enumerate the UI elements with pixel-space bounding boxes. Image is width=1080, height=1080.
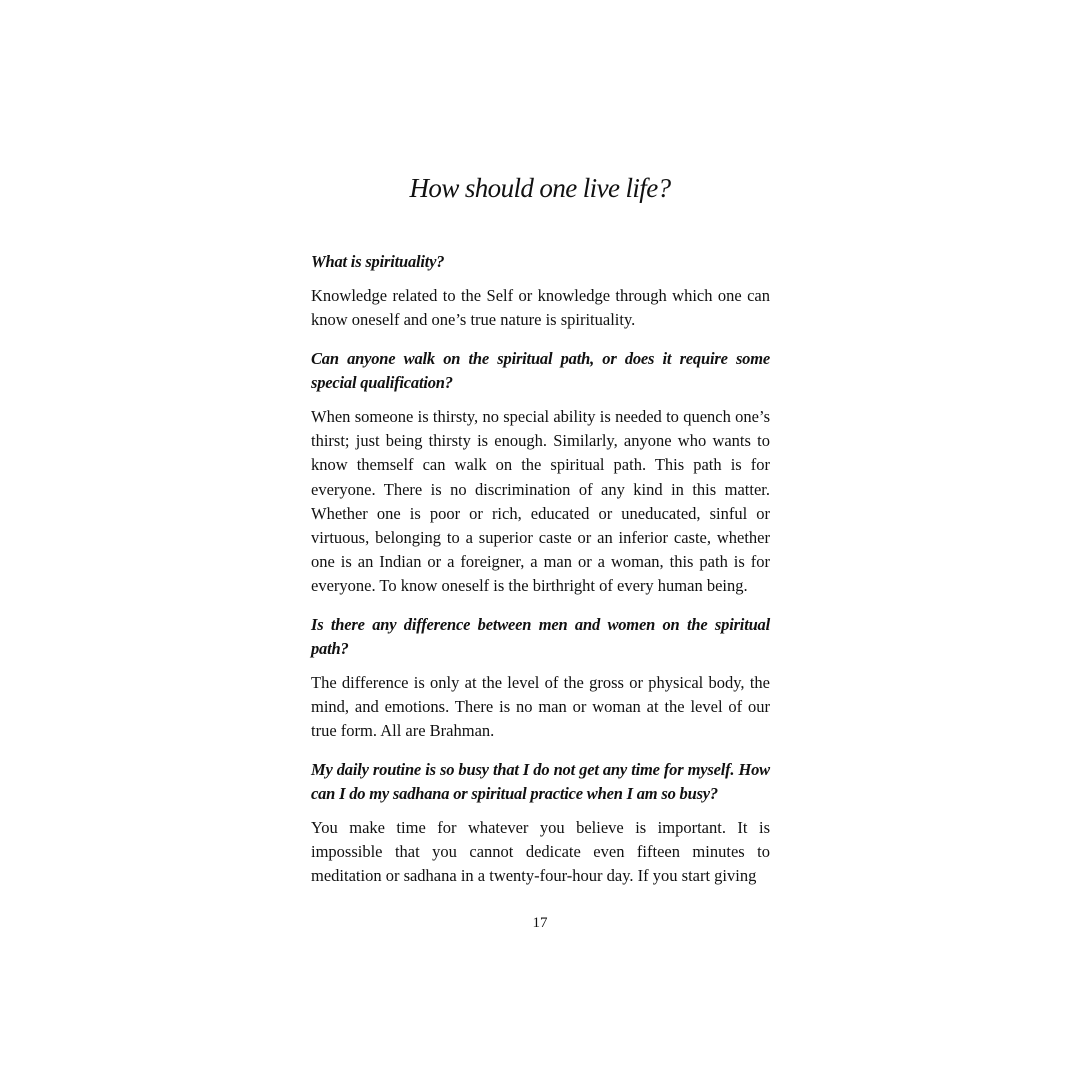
answer-busy-routine-sadhana: You make time for whatever you believe is important. It is impossible that you cannot dedicate even fifteen minutes to meditation or sadhana in a twenty-four-hour day. If you start giving	[311, 818, 770, 886]
question-spiritual-path-qualification: Can anyone walk on the spiritual path, or does it require some special qualification?	[311, 348, 770, 392]
question-what-is-spirituality: What is spirituality?	[311, 252, 445, 271]
page-number: 17	[532, 915, 548, 931]
question-men-and-women-difference: Is there any difference between men and women on the spiritual path?	[311, 614, 770, 658]
answer-spiritual-path-qualification: When someone is thirsty, no special ability is needed to quench one’s thirst; just being thirsty is enough. Similarly, anyone who wants to know themself can walk on the spiritual path. This path is for everyone. There is no discrimination of any kind in this matter. Whether one is poor or rich, educated or uneducated, sinful or virtuous, belonging to a superior caste or an inferior caste, whether one is an Indian or a foreigner, a man or a woman, this path is for everyone. To know oneself is the birthright of every human being.	[311, 407, 770, 596]
page-body	[311, 250, 770, 903]
page-title: How should one live life?	[409, 173, 671, 203]
answer-what-is-spirituality: Knowledge related to the Self or knowledge through which one can know oneself and one’s true nature is spirituality.	[311, 286, 770, 330]
answer-men-and-women-difference: The difference is only at the level of the gross or physical body, the mind, and emotions. There is no man or woman at the level of our true form. All are Brahman.	[311, 673, 770, 741]
question-busy-routine-sadhana: My daily routine is so busy that I do not get any time for myself. How can I do my sadhana or spiritual practice when I am so busy?	[311, 759, 770, 803]
